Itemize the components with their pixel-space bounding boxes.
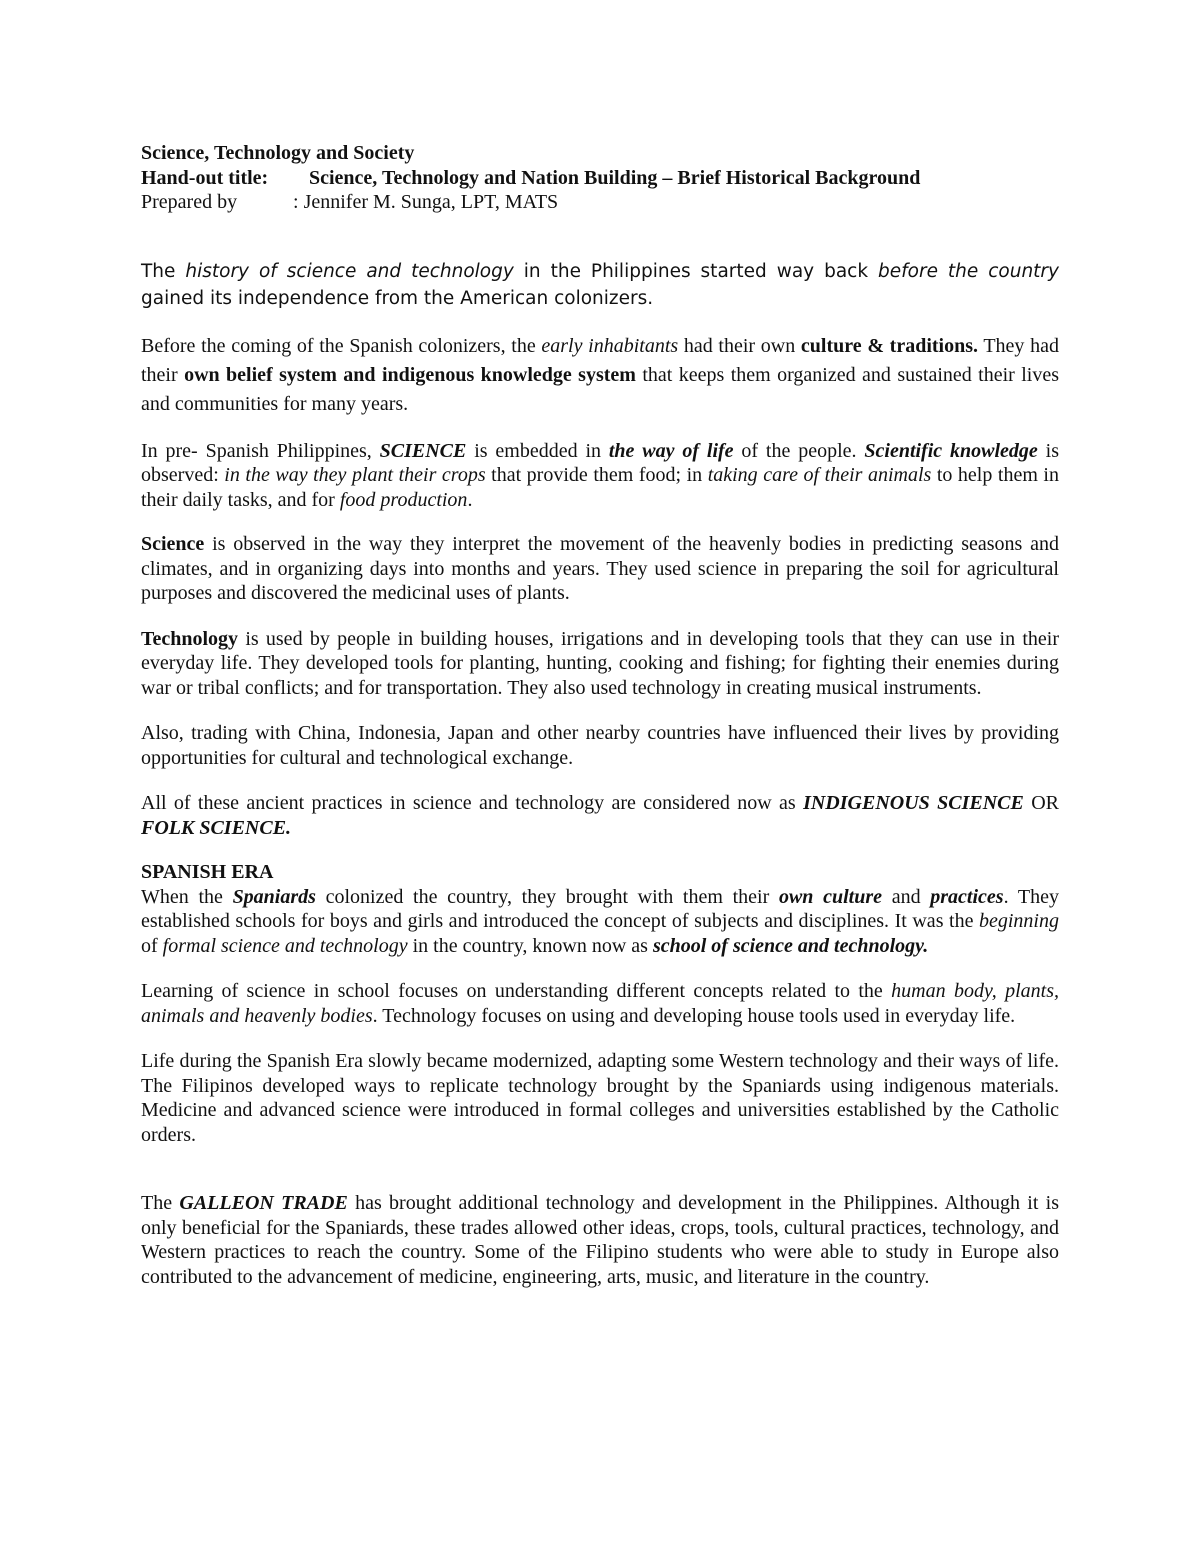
p3-emph-scientific-knowledge: Scientific knowledge xyxy=(864,439,1038,462)
p3-emph-science: SCIENCE xyxy=(379,439,467,462)
p3-text-a: In pre- Spanish Philippines, xyxy=(141,439,380,462)
course-title: Science, Technology and Society xyxy=(141,142,415,164)
p8-text-a: When the xyxy=(141,885,233,908)
p7-text-a: All of these ancient practices in science and technology are considered now as xyxy=(141,792,804,814)
p8-text-k: in the country, known now as xyxy=(407,934,653,957)
p8-emph-beginning: beginning xyxy=(979,910,1059,932)
paragraph-early-inhabitants xyxy=(141,332,1059,419)
p1-text-c: in the Philippines started way back xyxy=(513,260,879,282)
paragraph-spaniards xyxy=(141,885,1059,959)
p3-emph-animals: taking care of their animals xyxy=(707,464,932,486)
p2-text-c: had their own xyxy=(678,334,801,357)
p9-emph-human-body: human body, plants, animals and heavenly bodies xyxy=(141,980,1059,1027)
paragraph-galleon-trade xyxy=(141,1191,1059,1289)
p8-emph-spaniards: Spaniards xyxy=(232,885,316,908)
p3-text-m: . xyxy=(467,488,473,511)
p1-text-e: gained its independence from the American colonizers. xyxy=(141,287,654,309)
p5-bold-technology: Technology xyxy=(141,627,239,650)
p3-emph-way-of-life: the way of life xyxy=(608,439,734,462)
p8-text-e: and xyxy=(882,885,931,908)
p2-text-e: They had their xyxy=(141,334,1059,386)
paragraph-pre-spanish-science xyxy=(141,439,1059,513)
prepared-separator: : xyxy=(293,191,299,213)
p9-text-c: . Technology focuses on using and developing house tools used in everyday life. xyxy=(372,1004,1016,1027)
p8-emph-school-of-science: school of science and technology. xyxy=(652,934,929,957)
p11-text-c: has brought additional technology and development in the Philippines. Although it is only beneficial for the Spaniards, these trades allowed other ideas, crops, tools, cultural practices, technology, and Western practices to reach the country. Some of the Filipino students who were able to study in Europe also contributed to the advancement of medicine, engineering, arts, music, and literature in the country. xyxy=(141,1192,1060,1288)
prepared-label: Prepared by xyxy=(141,191,238,213)
paragraph-history-intro xyxy=(141,258,1059,312)
p8-emph-own-culture: own culture xyxy=(778,885,882,908)
p2-text-a: Before the coming of the Spanish colonizers, the xyxy=(141,334,542,357)
p8-text-g: . They established schools for boys and girls and introduced the concept of subjects and disciplines. It was the xyxy=(141,885,1059,932)
p5-text-b: is used by people in building houses, irrigations and in developing tools that they can use in their everyday life. They developed tools for planting, hunting, cooking and fishing; for fighting their enemies during war or tribal conflicts; and for transportation. They also used technology in creating musical instruments. xyxy=(141,627,1059,699)
p3-emph-food-production: food production xyxy=(339,488,468,511)
prepared-name: Jennifer M. Sunga, LPT, MATS xyxy=(303,191,559,213)
document-page xyxy=(141,141,1059,1289)
p8-emph-practices: practices xyxy=(930,885,1004,908)
p1-text-a: The xyxy=(141,260,186,282)
p11-emph-galleon-trade: GALLEON TRADE xyxy=(179,1192,348,1214)
p2-emph-early-inhabitants: early inhabitants xyxy=(541,334,679,357)
p1-emph-history: history of science and technology xyxy=(185,260,514,282)
p7-emph-folk-science: FOLK SCIENCE. xyxy=(141,816,292,839)
p6-text-a: Also, trading with China, Indonesia, Japan and other nearby countries have influenced their lives by providing opportunities for cultural and technological exchange. xyxy=(141,722,1059,769)
paragraph-trading xyxy=(141,721,1059,770)
paragraph-learning-science xyxy=(141,979,1059,1028)
paragraph-indigenous-science xyxy=(141,791,1059,840)
p3-emph-plant-crops: in the way they plant their crops xyxy=(224,464,486,486)
p11-text-a: The xyxy=(141,1192,180,1214)
handout-title-line xyxy=(141,166,1059,191)
p8-text-i: of xyxy=(141,934,163,957)
p8-text-c: colonized the country, they brought with them their xyxy=(315,885,779,908)
handout-title: Science, Technology and Nation Building – Brief Historical Background xyxy=(309,166,921,189)
p3-text-i: that provide them food; in xyxy=(485,464,708,486)
p3-text-k: to help them in their daily tasks, and for xyxy=(141,464,1059,511)
paragraph-spanish-era-life xyxy=(141,1049,1059,1147)
p3-text-e: of the people. xyxy=(733,439,865,462)
p4-text-b: is observed in the way they interpret the movement of the heavenly bodies in predicting seasons and climates, and in organizing days into months and years. They used science in preparing the soil for agricultural purposes and discovered the medicinal uses of plants. xyxy=(141,533,1059,604)
p9-text-a: Learning of science in school focuses on understanding different concepts related to the xyxy=(141,980,892,1002)
p2-bold-belief-system: own belief system and indigenous knowledge system xyxy=(184,363,636,386)
p8-emph-formal-science: formal science and technology xyxy=(162,934,408,957)
p4-bold-science: Science xyxy=(141,533,205,555)
p7-emph-indigenous-science: INDIGENOUS SCIENCE xyxy=(803,792,1024,814)
p2-text-g: that keeps them organized and sustained their lives and communities for many years. xyxy=(141,363,1059,415)
prepared-by-line xyxy=(141,190,1059,215)
p3-text-g: is observed: xyxy=(141,439,1059,486)
p10-text-a: Life during the Spanish Era slowly became modernized, adapting some Western technology and their ways of life. The Filipinos developed ways to replicate technology brought by the Spaniards using indigenous materials. Medicine and advanced science were introduced in formal colleges and universities established by the Catholic orders. xyxy=(141,1050,1059,1146)
p2-bold-culture: culture & traditions. xyxy=(800,334,979,357)
p7-text-c: OR xyxy=(1023,792,1059,814)
p3-text-c: is embedded in xyxy=(466,439,609,462)
p1-emph-before-country: before the country xyxy=(878,260,1059,282)
handout-label: Hand-out title: xyxy=(141,166,269,189)
section-heading-spanish-era: SPANISH ERA xyxy=(141,861,274,883)
paragraph-science-observed xyxy=(141,532,1059,606)
paragraph-technology-used xyxy=(141,627,1059,701)
